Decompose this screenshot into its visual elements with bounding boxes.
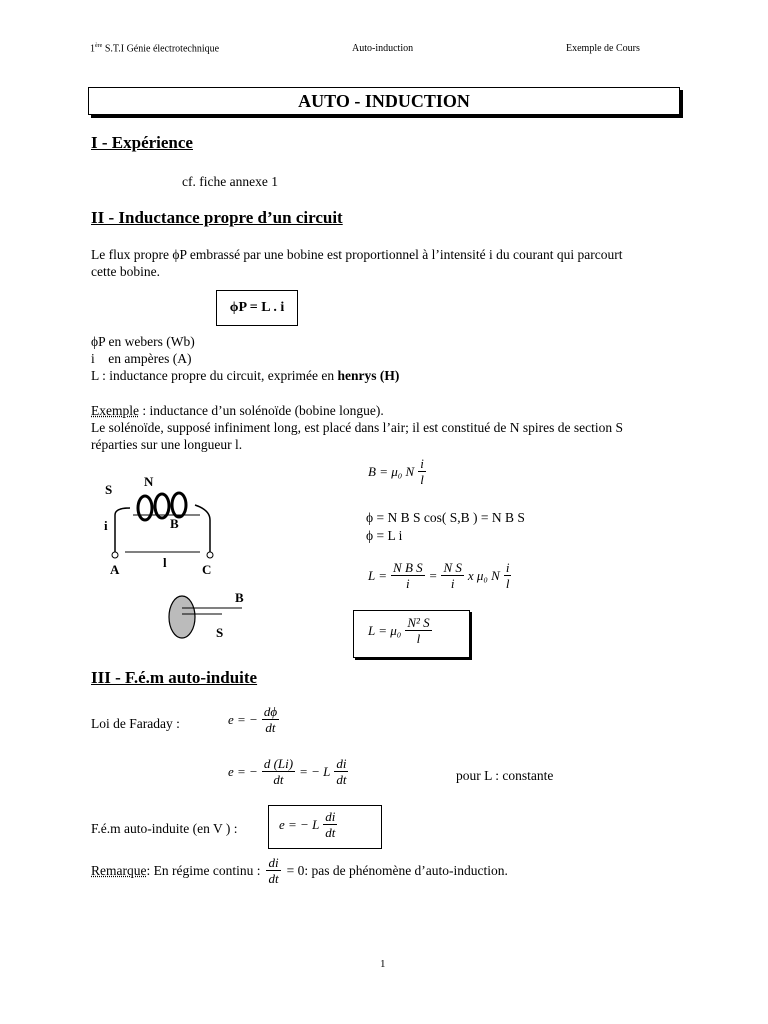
header-center: Auto-induction: [352, 43, 414, 54]
left-wire: [115, 508, 130, 555]
remarque-line: Remarque : En régime continu : $\frac{di}{dt}$ = 0 : pas de phénomène d’auto-induction.: [91, 855, 508, 886]
fig-label-l: l: [163, 555, 167, 570]
coil-turn: [155, 494, 169, 518]
eq-phi2: ϕ = L i: [366, 528, 403, 543]
page-title: AUTO - INDUCTION: [88, 87, 680, 115]
section-disk: [169, 596, 195, 638]
terminal-C: [207, 552, 213, 558]
section1-text: cf. fiche annexe 1: [182, 174, 278, 189]
fem-label: F.é.m auto-induite (en V ) :: [91, 821, 238, 836]
terminal-A: [112, 552, 118, 558]
fig-label-B2: B: [235, 590, 244, 605]
section2-para2: Le solénoïde, supposé infiniment long, est placé dans l’air; il est constitué de N spires de section S réparties sur une longueur l.: [91, 420, 624, 452]
fig-label-S: S: [105, 482, 113, 497]
eq-B: B = μ₀ N $\frac{i}{l}$: [368, 456, 424, 487]
unit-L: L : inductance propre du circuit, exprimée en henrys (H): [91, 368, 400, 383]
header-left: 1ère S.T.I Génie électrotechnique: [90, 43, 220, 55]
unit-i: i en ampères (A): [91, 351, 192, 366]
section2-para1: Le flux propre ϕP embrassé par une bobine est proportionnel à l’intensité i du courant qui parcourt cette bobine.: [91, 247, 623, 279]
fig-label-C: C: [202, 562, 212, 577]
section1-heading: I - Expérience: [91, 133, 193, 152]
eq-faraday: e = − $\frac{d\phi}{dt}$: [228, 704, 278, 735]
section2-heading: II - Inductance propre d’un circuit: [91, 208, 343, 227]
phi-formula-box: ϕP = L . i: [216, 290, 298, 326]
fig-label-B: B: [170, 516, 179, 531]
eq-L: L = $\frac{\text{N B S}}{i}$ = $\frac{\text{N S}}{i}$ x μ₀ N $\frac{i}{l}$: [368, 560, 510, 591]
L-formula-box: L = μ₀ $\frac{\text{N² S}}{l}$: [353, 610, 470, 658]
coil-turn: [172, 493, 186, 517]
fig-label-N: N: [144, 474, 154, 489]
fig-label-A: A: [110, 562, 120, 577]
unit-phi: ϕP en webers (Wb): [91, 334, 195, 349]
eq2-note: pour L : constante: [456, 768, 554, 783]
page-number: 1: [380, 958, 386, 970]
eq-phi1: ϕ = N B S cos( S,B ) = N B S: [366, 510, 525, 525]
header-right: Exemple de Cours: [566, 43, 640, 54]
section3-heading: III - F.é.m auto-induite: [91, 668, 258, 687]
eq-fem-Li: e = − $\frac{d (Li)}{dt}$ = − L $\frac{di}{dt}$: [228, 756, 347, 787]
right-wire: [195, 505, 210, 555]
fem-formula-box: e = − L $\frac{di}{dt}$: [268, 805, 382, 849]
fig-label-S2: S: [216, 625, 224, 640]
faraday-label: Loi de Faraday :: [91, 716, 180, 731]
fig-label-i: i: [104, 518, 108, 533]
exemple-line: Exemple : inductance d’un solénoïde (bobine longue).: [91, 403, 384, 418]
coil-turn: [138, 496, 152, 520]
